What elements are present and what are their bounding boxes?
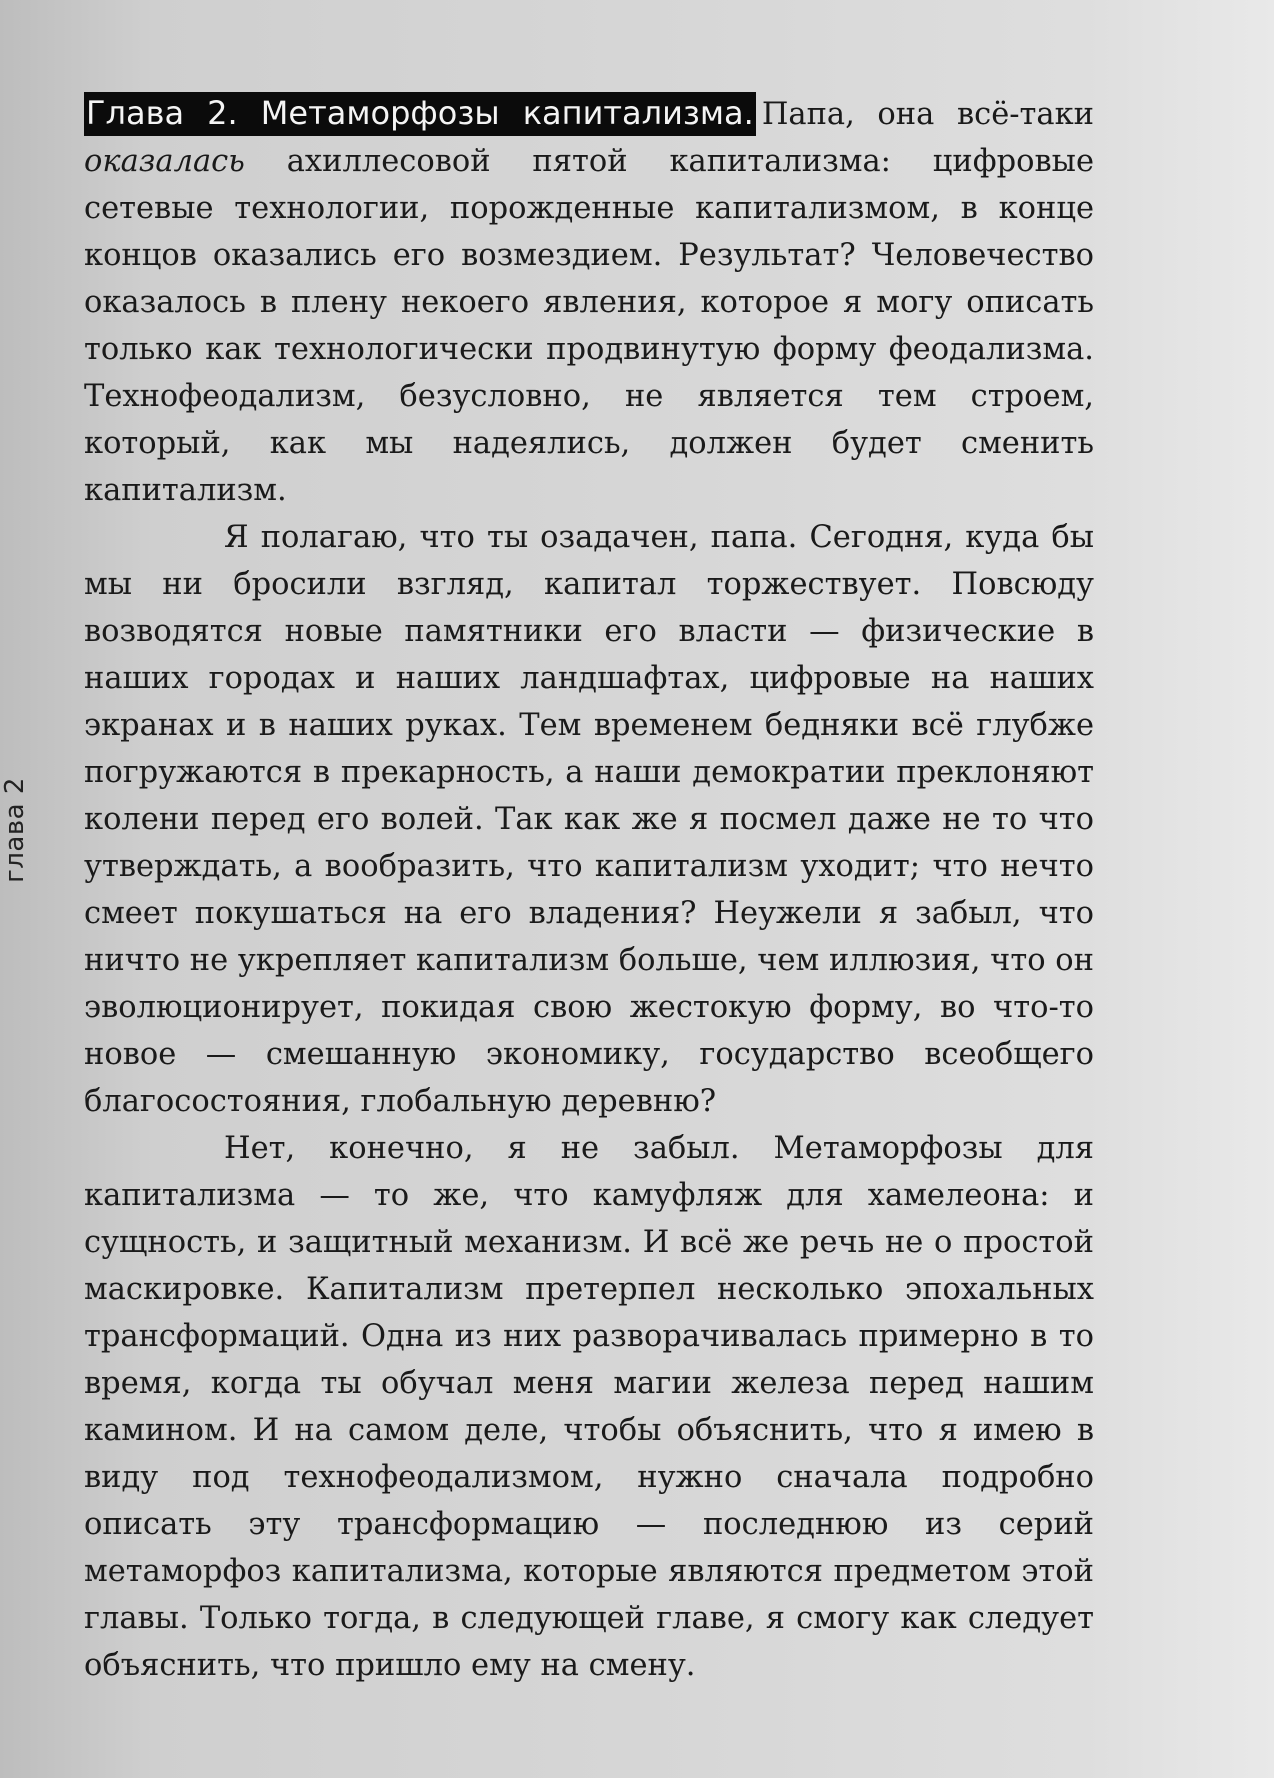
chapter-side-text: глава 2 xyxy=(0,777,30,883)
paragraph-1-emphasis: оказалась xyxy=(84,144,245,179)
paragraph-3: Нет, конечно, я не забыл. Метаморфозы для капитализма — то же, что камуфляж для хамелеона: и сущность, и защитный механизм. И всё же речь не о простой маскировке. Капитализм претерпел несколько эпохальных трансформаций. Одна из них разворачивалась примерно в то время, когда ты обучал меня магии железа перед нашим камином. И на самом деле, чтобы объяснить, что я имею в виду под технофеодализмом, нужно сначала подробно описать эту трансформацию — последнюю из серий метаморфоз капитализма, которые являются предметом этой главы. Только тогда, в следующей главе, я смогу как следует объяснить, что пришло ему на смену. xyxy=(84,1131,1094,1683)
body-text xyxy=(84,90,1094,1689)
paragraph-2: Я полагаю, что ты озадачен, папа. Сегодня, куда бы мы ни бросили взгляд, капитал торжествует. Повсюду возводятся новые памятники его власти — физические в наших городах и наших ландшафтах, цифровые на наших экранах и в наших руках. Тем временем бедняки всё глубже погружаются в прекарность, а наши демократии преклоняют колени перед его волей. Так как же я посмел даже не то что утверждать, а вообразить, что капитализм уходит; что нечто смеет покушаться на его владения? Неужели я забыл, что ничто не укрепляет капитализм больше, чем иллюзия, что он эволюционирует, покидая свою жестокую форму, во что-то новое — смешанную экономику, государство всеобщего благосостояния, глобальную деревню? xyxy=(84,520,1094,1119)
paragraph-1-text: ахиллесовой пятой капитализма: цифровые сетевые технологии, порожденные капитализмом, в конце концов оказались его возмездием. Результат? Человечество оказалось в плену некоего явления, которое я могу описать только как технологически продвинутую форму феодализма. Технофеодализм, безусловно, не является тем строем, который, как мы надеялись, должен будет сменить капитализм. xyxy=(84,144,1094,508)
paragraph-1-lead: Папа, она всё-таки xyxy=(761,97,1095,132)
chapter-heading: Глава 2. Метаморфозы капитализма. xyxy=(84,92,756,136)
paragraph-1 xyxy=(84,90,1094,514)
chapter-side-label xyxy=(0,777,30,883)
